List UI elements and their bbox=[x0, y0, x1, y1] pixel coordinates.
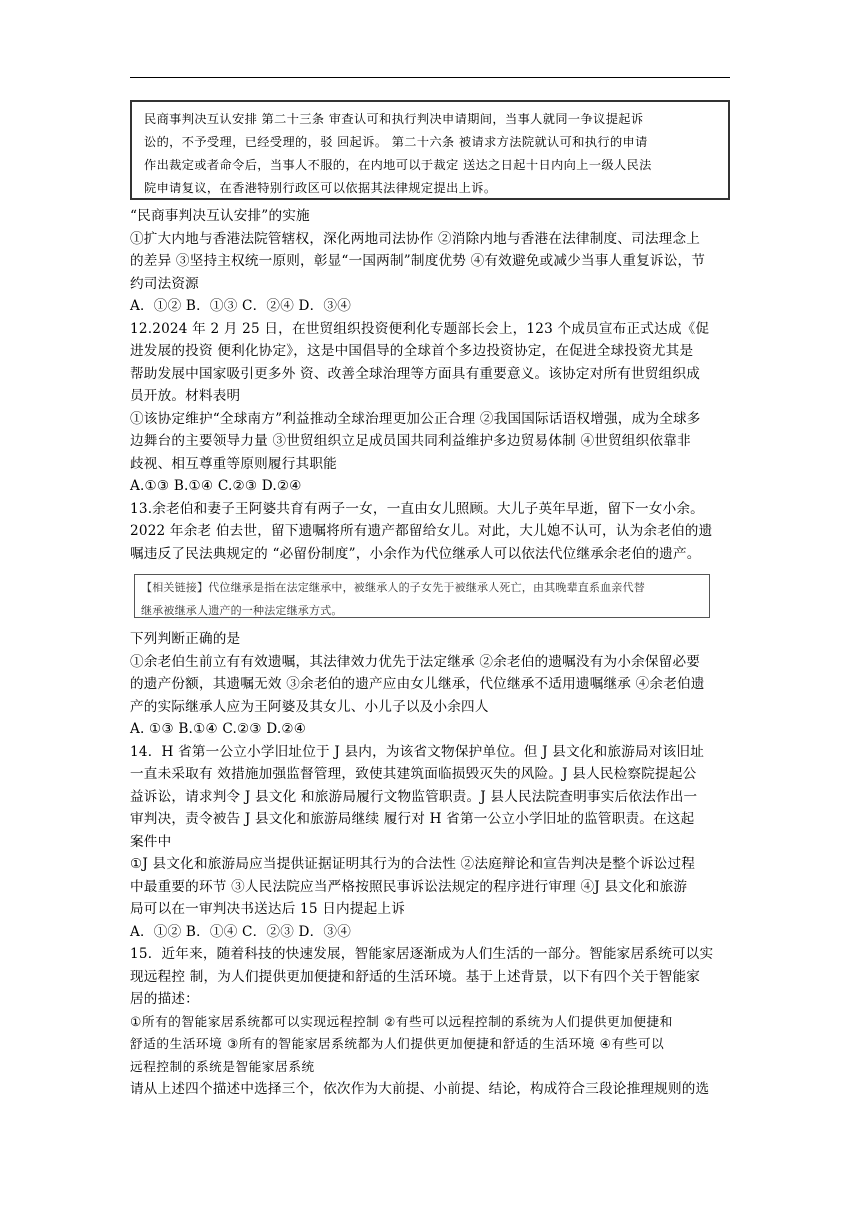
text-line: 进发展的投资 便利化协定》，这是中国倡导的全球首个多边投资协定，在促进全球投资尤其是 bbox=[130, 343, 694, 359]
answer-options: A. ①③ B.①④ C.②③ D.②④ bbox=[130, 721, 307, 737]
question-15 bbox=[130, 943, 740, 1101]
question-14 bbox=[130, 741, 740, 944]
text-line: 歧视、相互尊重等原则履行其职能 bbox=[130, 455, 337, 472]
text-line: 远程控制的系统是智能家居系统 bbox=[130, 1058, 315, 1074]
document-body bbox=[130, 205, 740, 1101]
question-12 bbox=[130, 318, 740, 498]
text-line: 局可以在一审判决书送达后 15 日内提起上诉 bbox=[130, 901, 406, 917]
text-line: 中最重要的环节 ③人民法院应当严格按照民事诉讼法规定的程序进行审理 ④J 县文化和旅游 bbox=[130, 878, 688, 895]
text-line: 嘱违反了民法典规定的 “必留份制度”，小余作为代位继承人可以依法代位继承余老伯的遗产。 bbox=[130, 545, 701, 562]
text-line: 居的描述： bbox=[130, 991, 199, 1007]
text-line: 12.2024 年 2 月 25 日，在世贸组织投资便利化专题部长会上，123 个成员宣布正式达成《促 bbox=[130, 320, 710, 337]
text-line: 作出裁定或者命令后，当事人不服的，在内地可以于裁定 送达之日起十日内向上一级人民法 bbox=[144, 158, 652, 172]
text-line: ①余老伯生前立有有效遗嘱，其法律效力优先于法定继承 ②余老伯的遗嘱没有为小余保留必要 bbox=[130, 653, 701, 670]
question-13 bbox=[130, 498, 740, 741]
law-excerpt-box bbox=[130, 100, 730, 200]
text-line: 讼的，不予受理，已经受理的，驳 回起诉。 第二十六条 被请求方法院就认可和执行的申请 bbox=[144, 135, 648, 149]
text-line: 益诉讼，请求判令 J 县文化 和旅游局履行文物监管职责。J 县人民法院查明事实后依法作出一 bbox=[130, 788, 698, 805]
header-rule bbox=[130, 77, 730, 78]
related-link-box bbox=[134, 574, 710, 618]
text-line: 继承被继承人遗产的一种法定继承方式。 bbox=[141, 603, 343, 617]
statement-options bbox=[130, 1011, 740, 1079]
text-line: 产的实际继承人应为王阿婆及其女儿、小儿子以及小余四人 bbox=[130, 698, 489, 715]
text-line: 15．近年来，随着科技的快速发展，智能家居逐渐成为人们生活的一部分。智能家居系统可以实 bbox=[130, 946, 714, 962]
text-line: 现远程控 制，为人们提供更加便捷和舒适的生活环境。基于上述背景，以下有四个关于智能家 bbox=[130, 968, 701, 985]
text-line: 院申请复议，在香港特别行政区可以依据其法律规定提出上诉。 bbox=[144, 181, 497, 195]
text-line: 案件中 bbox=[130, 833, 172, 850]
answer-options: A．①② B．①④ C．②③ D．③④ bbox=[130, 923, 351, 940]
text-line: 【相关链接】代位继承是指在法定继承中，被继承人的子女先于被继承人死亡，由其晚辈直系血亲代替 bbox=[141, 581, 645, 594]
answer-options: A．①② B．①③ C．②④ D．③④ bbox=[130, 298, 351, 314]
text-line: ①J 县文化和旅游局应当提供证据证明其行为的合法性 ②法庭辩论和宣告判决是整个诉讼过程 bbox=[130, 856, 696, 872]
text-line: 一直未采取有 效措施加强监督管理，致使其建筑面临损毁灭失的风险。J 县人民检察院提起公 bbox=[130, 766, 697, 782]
text-line: 舒适的生活环境 ③所有的智能家居系统都为人们提供更加便捷和舒适的生活环境 ④有些可以 bbox=[130, 1036, 665, 1051]
text-line: 13.余老伯和妻子王阿婆共育有两子一女，一直由女儿照顾。大儿子英年早逝，留下一女小余。 bbox=[130, 500, 704, 517]
text-line: “民商事判决互认安排”的实施 bbox=[130, 208, 310, 224]
text-line: 请从上述四个描述中选择三个，依次作为大前提、小前提、结论，构成符合三段论推理规则的选 bbox=[130, 1081, 710, 1097]
text-line: 14．H 省第一公立小学旧址位于 J 县内，为该省文物保护单位。但 J 县文化和旅游局对该旧址 bbox=[130, 743, 705, 760]
question-11 bbox=[130, 205, 740, 318]
text-line: ①扩大内地与香港法院管辖权，深化两地司法协作 ②消除内地与香港在法律制度、司法理念上 bbox=[130, 230, 701, 247]
text-line: 的遗产份额，其遗嘱无效 ③余老伯的遗产应由女儿继承，代位继承不适用遗嘱继承 ④余老伯遗 bbox=[130, 676, 705, 692]
text-line: 边舞台的主要领导力量 ③世贸组织立足成员国共同利益维护多边贸易体制 ④世贸组织依靠非 bbox=[130, 433, 691, 449]
text-line: 约司法资源 bbox=[130, 275, 199, 292]
text-line: 2022 年余老 伯去世，留下遗嘱将所有遗产都留给女儿。对此，大儿媳不认可，认为余老伯的遗 bbox=[130, 523, 713, 539]
text-line: 的差异 ③坚持主权统一原则，彰显“一国两制”制度优势 ④有效避免或减少当事人重复诉讼，节 bbox=[130, 253, 706, 269]
text-line: 员开放。材料表明 bbox=[130, 388, 241, 404]
text-line: 帮助发展中国家吸引更多外 资、改善全球治理等方面具有重要意义。该协定对所有世贸组织成 bbox=[130, 365, 701, 382]
text-line: 民商事判决互认安排 第二十三条 审查认可和执行判决申请期间，当事人就同一争议提起诉 bbox=[144, 112, 644, 126]
text-line: 下列判断正确的是 bbox=[130, 631, 241, 647]
answer-options: A.①③ B.①④ C.②③ D.②④ bbox=[130, 478, 302, 494]
text-line: ①所有的智能家居系统都可以实现远程控制 ②有些可以远程控制的系统为人们提供更加便捷和 bbox=[130, 1013, 673, 1029]
text-line: 审判决，责令被告 J 县文化和旅游局继续 履行对 H 省第一公立小学旧址的监管职责。在这起 bbox=[130, 811, 695, 827]
text-line: ①该协定维护“全球南方”利益推动全球治理更加公正合理 ②我国国际话语权增强，成为全球多 bbox=[130, 410, 701, 427]
